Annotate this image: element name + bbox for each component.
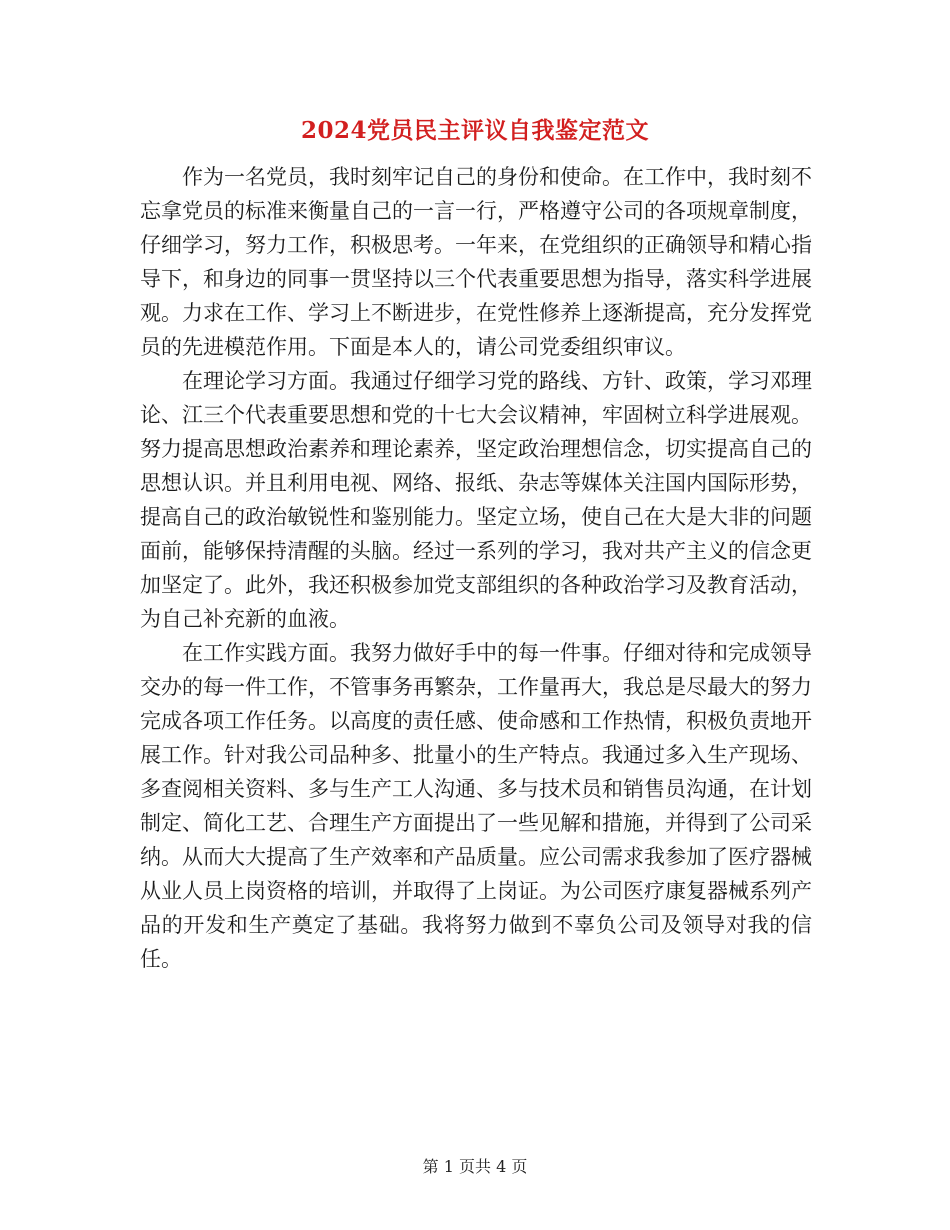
paragraph-work-practice: 在工作实践方面。我努力做好手中的每一件事。仔细对待和完成领导交办的每一件工作，不管事务再繁杂，工作量再大，我总是尽最大的努力完成各项工作任务。以高度的责任感、使命感和工作热情，积极负责地开展工作。针对我公司品种多、批量小的生产特点。我通过多入生产现场、多查阅相关资料、多与生产工人沟通、多与技术员和销售员沟通，在计划制定、简化工艺、合理生产方面提出了一些见解和措施，并得到了公司采纳。从而大大提高了生产效率和产品质量。应公司需求我参加了医疗器械从业人员上岗资格的培训，并取得了上岗证。为公司医疗康复器械系列产品的开发和生产奠定了基础。我将努力做到不辜负公司及领导对我的信任。: [140, 641, 812, 971]
page-number-footer: 第 1 页共 4 页: [422, 1157, 528, 1176]
paragraph-theory-study: 在理论学习方面。我通过仔细学习党的路线、方针、政策，学习邓理论、江三个代表重要思想和党的十七大会议精神，牢固树立科学进展观。努力提高思想政治素养和理论素养，坚定政治理想信念，切实提高自己的思想认识。并且利用电视、网络、报纸、杂志等媒体关注国内国际形势，提高自己的政治敏锐性和鉴别能力。坚定立场，使自己在大是大非的问题面前，能够保持清醒的头脑。经过一系列的学习，我对共产主义的信念更加坚定了。此外，我还积极参加党支部组织的各种政治学习及教育活动，为自己补充新的血液。: [140, 369, 812, 631]
document-title: 2024党员民主评议自我鉴定范文: [300, 117, 649, 144]
document-body: [140, 160, 812, 976]
paragraph-intro: 作为一名党员，我时刻牢记自己的身份和使命。在工作中，我时刻不忘拿党员的标准来衡量自己的一言一行，严格遵守公司的各项规章制度，仔细学习，努力工作，积极思考。一年来，在党组织的正确领导和精心指导下，和身边的同事一贯坚持以三个代表重要思想为指导，落实科学进展观。力求在工作、学习上不断进步，在党性修养上逐渐提高，充分发挥党员的先进模范作用。下面是本人的，请公司党委组织审议。: [140, 165, 812, 359]
